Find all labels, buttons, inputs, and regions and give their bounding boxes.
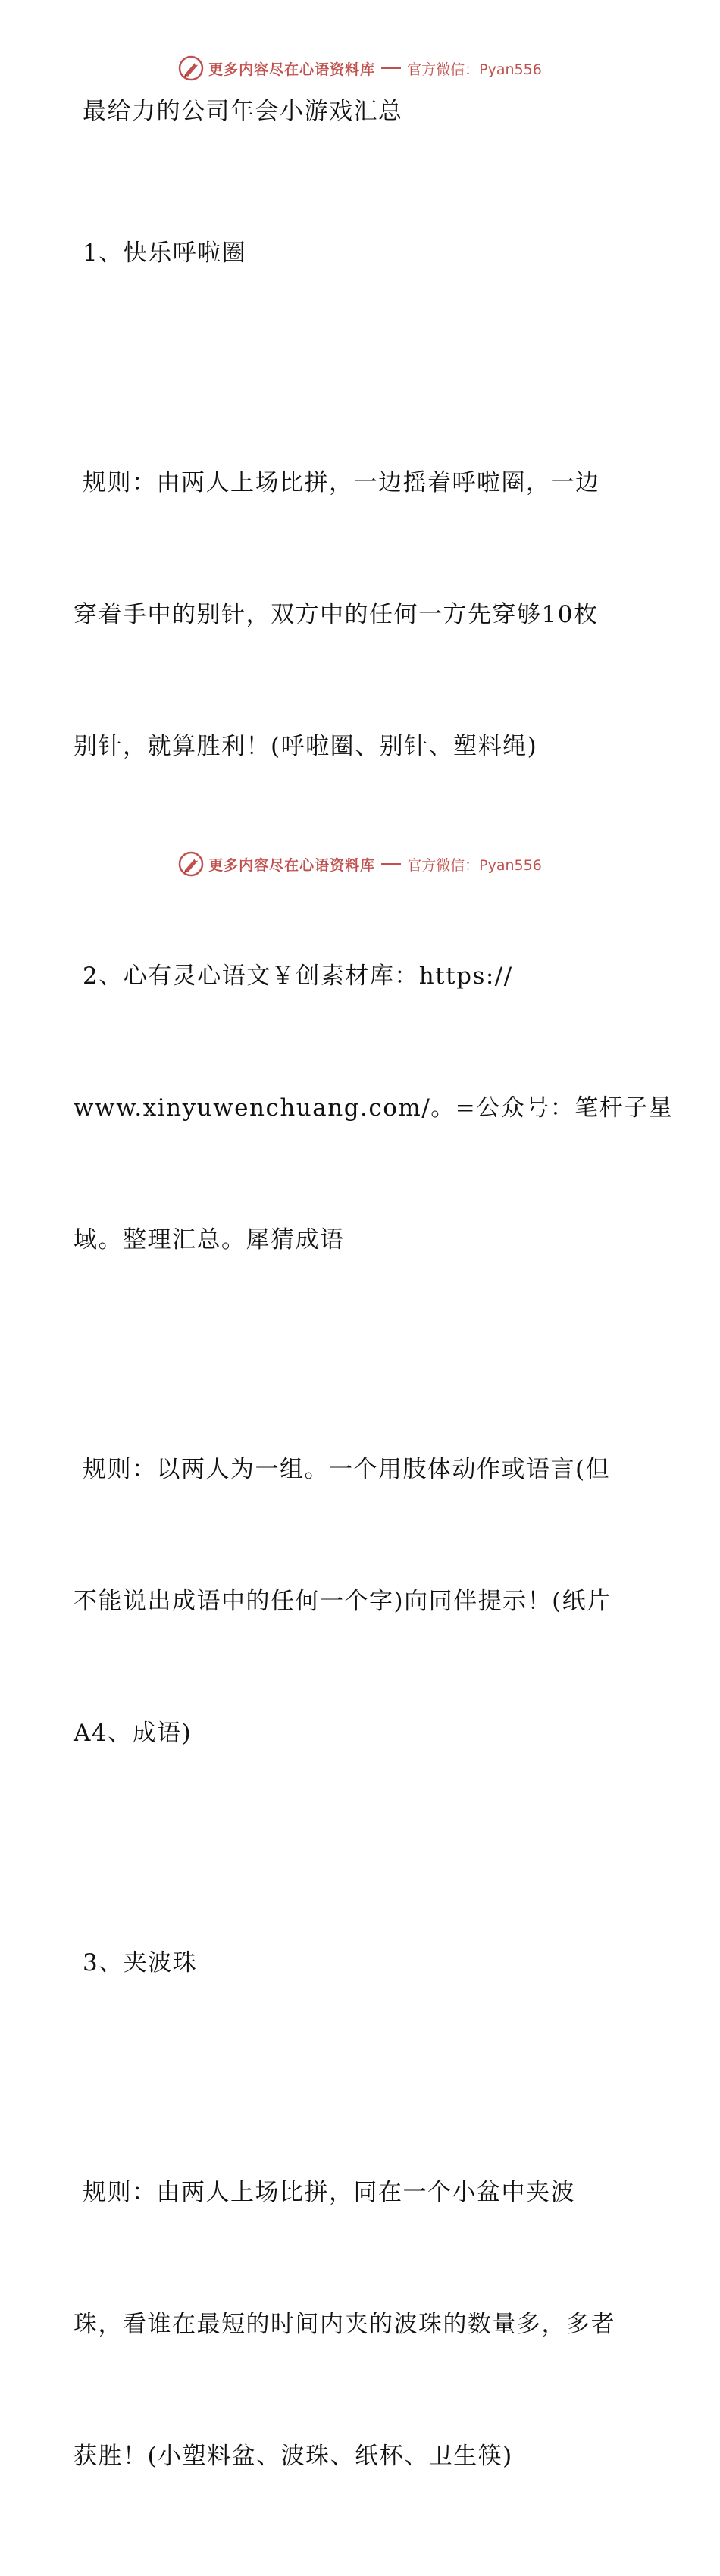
footer-dash (381, 863, 401, 865)
header-official-text: 官方微信：Pyan556 (407, 61, 542, 78)
section-2-heading-line: 域。整理汇总。犀猜成语 (74, 1226, 345, 1254)
section-1-rule-line: 别针，就算胜利！(呼啦圈、别针、塑料绳) (74, 733, 538, 760)
section-1-heading-text: 1、快乐呼啦圈 (83, 239, 247, 267)
section-2-heading-line: www.xinyuwenchuang.com/。=公众号：笔杆子星 (74, 1094, 674, 1122)
section-1-rule (74, 373, 650, 856)
section-3-rule-line: 珠，看谁在最短的时间内夹的波珠的数量多，多者 (74, 2311, 615, 2338)
header-banner (0, 53, 720, 83)
header-dash (381, 67, 401, 69)
footer-official-text: 官方微信：Pyan556 (407, 856, 542, 874)
footer-banner (0, 849, 720, 879)
footer-banner-content (178, 851, 542, 877)
section-3-rule (74, 2083, 650, 2566)
pen-logo-icon (178, 55, 204, 81)
section-2-heading (74, 866, 674, 1350)
section-3-rule-line: 获胜！(小塑料盆、波珠、纸杯、卫生筷) (74, 2443, 513, 2470)
section-3-heading (83, 1853, 650, 2073)
pen-logo-icon (178, 851, 204, 877)
section-2-rule (74, 1360, 650, 1843)
section-2-rule-line: 不能说出成语中的任何一个字)向同伴提示！(纸片 (74, 1588, 612, 1615)
section-1-rule-line: 穿着手中的别针，双方中的任何一方先穿够10枚 (74, 601, 599, 628)
header-banner-content (178, 55, 542, 81)
section-3-rule-line: 规则：由两人上场比拼，同在一个小盆中夹波 (83, 2179, 575, 2206)
section-1-rule-line: 规则：由两人上场比拼，一边摇着呼啦圈，一边 (83, 469, 600, 496)
footer-brand-text: 更多内容尽在心语资料库 (208, 856, 376, 874)
section-3-heading-text: 3、夹波珠 (83, 1949, 198, 1977)
section-2-heading-line: 2、心有灵心语文￥创素材库：https:// (83, 962, 513, 990)
document-title: 最给力的公司年会小游戏汇总 (83, 98, 403, 125)
document-body (74, 89, 674, 2576)
section-2-rule-line: A4、成语) (74, 1720, 193, 1747)
section-2-rule-line: 规则：以两人为一组。一个用肢体动作或语言(但 (83, 1456, 611, 1483)
header-brand-text: 更多内容尽在心语资料库 (208, 61, 376, 78)
section-1-heading (83, 143, 650, 363)
